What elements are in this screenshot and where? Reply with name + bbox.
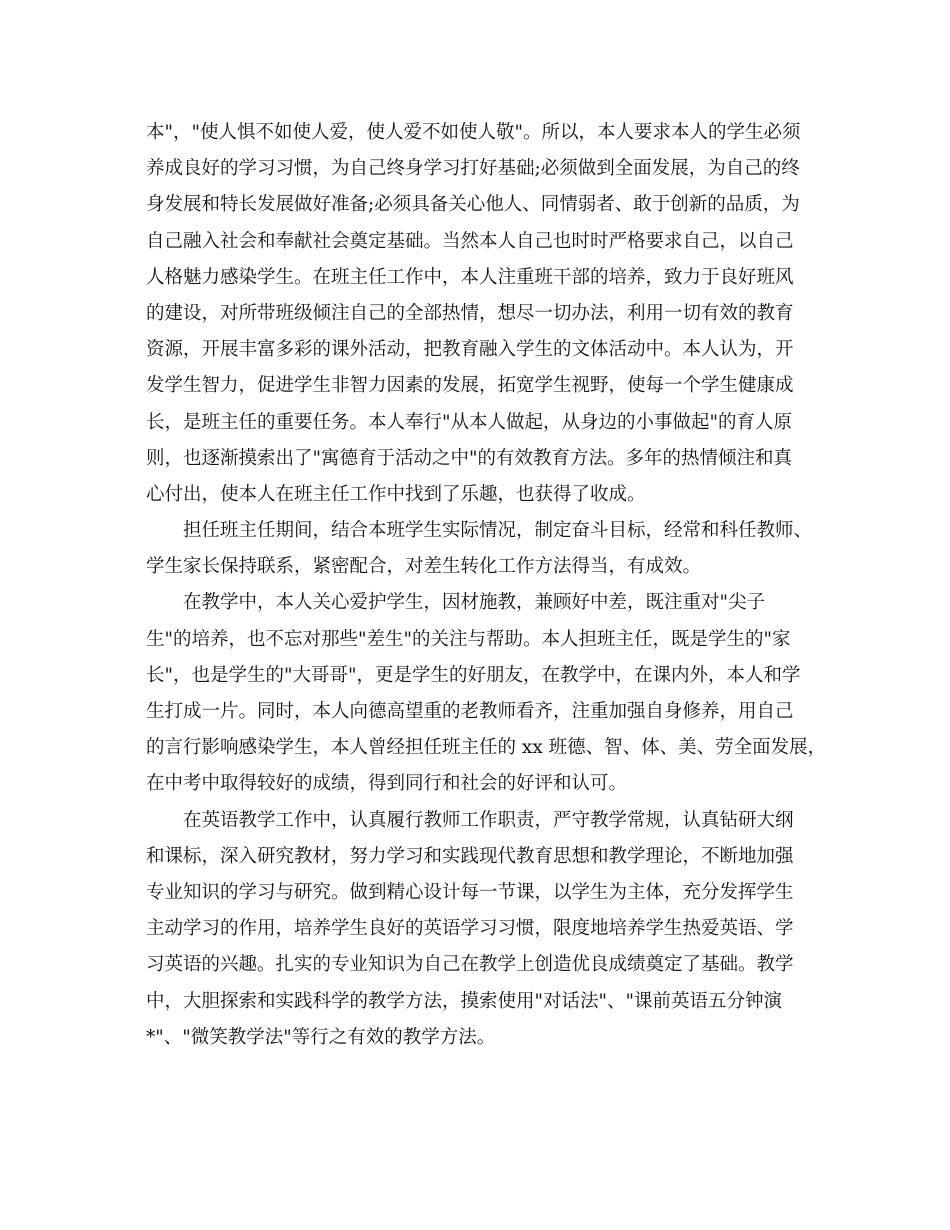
text-line: 的言行影响感染学生，本人曾经担任班主任的 xx 班德、智、体、美、劳全面发展， — [146, 737, 827, 759]
text-line: 主动学习的作用，培养学生良好的英语学习习惯，限度地培养学生热爱英语、学 — [146, 918, 794, 940]
text-line: 在中考中取得较好的成绩，得到同行和社会的好评和认可。 — [146, 773, 628, 795]
text-line: 中，大胆探索和实践科学的教学方法，摸索使用"对话法"、"课前英语五分钟演 — [146, 990, 783, 1012]
text-line: 生"的培养，也不忘对那些"差生"的关注与帮助。本人担班主任，既是学生的"家 — [146, 628, 791, 650]
paragraph-first-line: 在英语教学工作中，认真履行教师工作职责，严守教学常规，认真钻研大纲 — [183, 809, 794, 831]
text-line: 养成良好的学习习惯，为自己终身学习打好基础;必须做到全面发展，为自己的终 — [146, 158, 800, 180]
text-line: 心付出，使本人在班主任工作中找到了乐趣，也获得了收成。 — [146, 483, 646, 505]
text-line: 长，是班主任的重要任务。本人奉行"从本人做起，从身边的小事做起"的育人原 — [146, 411, 793, 433]
text-line: 习英语的兴趣。扎实的专业知识为自己在教学上创造优良成绩奠定了基础。教学 — [146, 954, 794, 976]
text-line: 身发展和特长发展做好准备;必须具备关心他人、同情弱者、敢于创新的品质，为 — [146, 194, 800, 216]
text-line: 生打成一片。同时，本人向德高望重的老教师看齐，注重加强自身修养，用自己 — [146, 701, 794, 722]
paragraph-first-line: 担任班主任期间，结合本班学生实际情况，制定奋斗目标，经常和科任教师、 — [183, 520, 813, 542]
text-line: 发学生智力，促进学生非智力因素的发展，拓宽学生视野，使每一个学生健康成 — [146, 375, 794, 397]
document-body — [146, 115, 826, 1056]
text-line: 人格魅力感染学生。在班主任工作中，本人注重班干部的培养，致力于良好班风 — [146, 266, 794, 288]
text-line: 则，也逐渐摸索出了"寓德育于活动之中"的有效教育方法。多年的热情倾注和真 — [146, 447, 793, 469]
text-line: *"、"微笑教学法"等行之有效的教学方法。 — [146, 1026, 496, 1048]
text-line: 和课标，深入研究教材，努力学习和实践现代教育思想和教学理论，不断地加强 — [146, 845, 794, 867]
text-line: 专业知识的学习与研究。做到精心设计每一节课，以学生为主体，充分发挥学生 — [146, 881, 794, 903]
text-line: 长"，也是学生的"大哥哥"，更是学生的好朋友，在教学中，在课内外，本人和学 — [146, 664, 801, 686]
text-line: 自己融入社会和奉献社会奠定基础。当然本人自己也时时严格要求自己，以自己 — [146, 230, 794, 252]
text-line: 资源，开展丰富多彩的课外活动，把教育融入学生的文体活动中。本人认为，开 — [146, 339, 794, 361]
paragraph-first-line: 在教学中，本人关心爱护学生，因材施教，兼顾好中差，既注重对"尖子 — [183, 592, 766, 614]
text-line: 的建设，对所带班级倾注自己的全部热情，想尽一切办法，利用一切有效的教育 — [146, 302, 794, 324]
text-line: 本"，"使人惧不如使人爱，使人爱不如使人敬"。所以，本人要求本人的学生必须 — [146, 122, 801, 143]
text-line: 学生家长保持联系，紧密配合，对差生转化工作方法得当，有成效。 — [146, 556, 702, 578]
